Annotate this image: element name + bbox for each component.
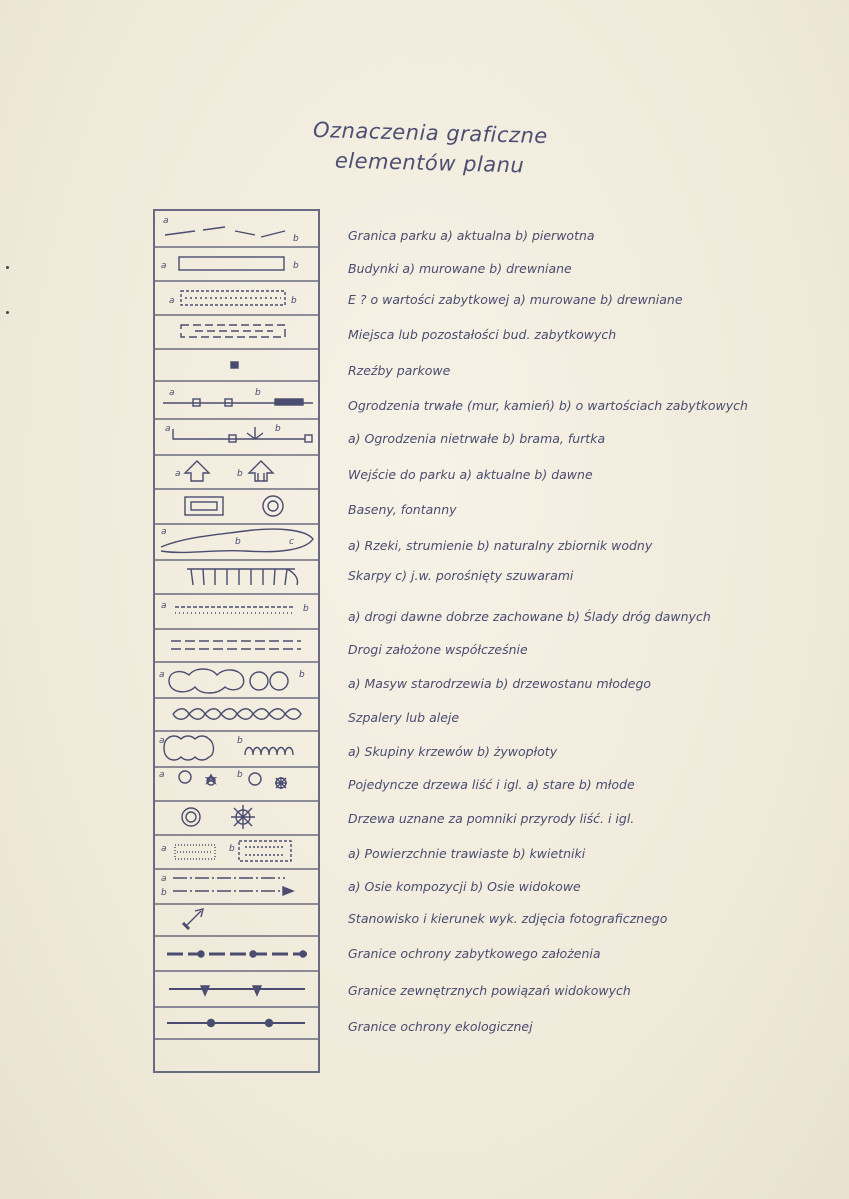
legend-label-granica-parku: Granica parku a) aktualna b) pierwotna [348, 228, 595, 243]
margin-mark [6, 311, 9, 314]
symbol-rzeki [161, 527, 313, 552]
title-line-1: Oznaczenia graficzne [312, 117, 549, 149]
svg-text:b: b [275, 424, 281, 434]
symbol-budynki-zabytkowe [169, 291, 297, 306]
legend-label-drogi-dawne: a) drogi dawne dobrze zachowane b) Ślady dróg dawnych [348, 609, 711, 624]
symbol-szpalery [173, 709, 301, 720]
legend-label-wejscie: Wejście do parku a) aktualne b) dawne [348, 467, 593, 482]
svg-text:a: a [159, 670, 165, 680]
svg-text:a: a [163, 216, 169, 226]
svg-text:b: b [237, 469, 243, 479]
symbol-budynki [161, 257, 299, 271]
legend-label-miejsca-pozostalosci: Miejsca lub pozostałości bud. zabytkowych [348, 327, 617, 342]
title-line-2: elementów planu [334, 148, 525, 178]
symbol-miejsca [181, 325, 285, 337]
svg-text:a: a [165, 424, 171, 434]
svg-text:b: b [293, 261, 299, 271]
symbol-granice-zewnetrzne [169, 986, 305, 995]
svg-text:b: b [299, 670, 305, 680]
svg-text:c: c [289, 537, 294, 547]
legend-label-granice-zewnetrzne: Granice zewnętrznych powiązań widokowych [348, 983, 631, 998]
legend-label-skupiny: a) Skupiny krzewów b) żywopłoty [348, 744, 558, 759]
svg-text:b: b [229, 844, 235, 854]
svg-text:b: b [161, 888, 167, 898]
symbol-masyw [159, 669, 305, 693]
legend-label-pomniki-przyrody: Drzewa uznane za pomniki przyrody liść. i igl. [348, 811, 635, 826]
symbol-drogi-wspolczesne [171, 641, 301, 649]
legend-label-drzewa-pojedyncze: Pojedyncze drzewa liść i igl. a) stare b) młode [348, 777, 635, 792]
svg-text:a: a [159, 736, 165, 746]
legend-label-powierzchnie: a) Powierzchnie trawiaste b) kwietniki [348, 846, 586, 861]
legend-label-granice-ochrony: Granice ochrony zabytkowego założenia [348, 946, 601, 961]
svg-text:b: b [291, 296, 297, 306]
symbol-stanowisko [183, 909, 203, 929]
svg-text:b: b [235, 537, 241, 547]
svg-text:a: a [161, 527, 167, 537]
margin-mark [6, 266, 9, 269]
legend-label-osie: a) Osie kompozycji b) Osie widokowe [348, 879, 581, 894]
legend-label-rzeki: a) Rzeki, strumienie b) naturalny zbiornik wodny [348, 538, 653, 553]
svg-text:a: a [161, 844, 167, 854]
symbol-ogrodzenia-nietrwale [165, 424, 312, 442]
symbol-baseny [185, 496, 283, 516]
legend-label-ogrodzenia-nietrwale: a) Ogrodzenia nietrwałe b) brama, furtka [348, 431, 606, 446]
svg-text:a: a [161, 874, 167, 884]
svg-text:a: a [161, 261, 167, 271]
symbol-skupiny [159, 736, 293, 760]
symbol-granica-parku [163, 216, 299, 244]
svg-text:b: b [237, 736, 243, 746]
page-title [259, 114, 600, 183]
legend-symbols [155, 211, 318, 1071]
symbol-wejscie [175, 461, 273, 481]
svg-text:b: b [255, 388, 261, 398]
svg-text:b: b [237, 770, 243, 780]
svg-text:a: a [175, 469, 181, 479]
symbol-ogrodzenia-trwale [163, 388, 313, 406]
symbol-drzewa-pojedyncze [159, 770, 287, 789]
svg-text:a: a [161, 601, 167, 611]
symbol-skarpy [187, 569, 298, 585]
symbol-drogi-dawne [161, 601, 309, 614]
svg-text:b: b [303, 604, 309, 614]
legend-label-drogi-wspolczesne: Drogi założone współcześnie [348, 642, 528, 657]
symbol-granice-ekologiczne [167, 1020, 305, 1027]
symbol-osie [161, 874, 293, 898]
symbol-rzezby [231, 362, 238, 368]
legend-label-stanowisko: Stanowisko i kierunek wyk. zdjęcia fotograficznego [348, 911, 668, 926]
legend-label-granice-ekologiczne: Granice ochrony ekologicznej [348, 1019, 533, 1034]
legend-label-budynki-zabytkowe: E ? o wartości zabytkowej a) murowane b) drewniane [348, 292, 683, 307]
legend-label-szpalery: Szpalery lub aleje [348, 710, 460, 725]
svg-text:b: b [293, 234, 299, 244]
legend-label-ogrodzenia-trwale: Ogrodzenia trwałe (mur, kamień) b) o wartościach zabytkowych [348, 398, 748, 413]
legend-label-skarpy: Skarpy c) j.w. porośnięty szuwarami [348, 568, 574, 583]
symbol-pomniki-przyrody [182, 805, 255, 829]
legend-label-baseny: Baseny, fontanny [348, 502, 457, 517]
legend-label-masyw: a) Masyw starodrzewia b) drzewostanu młodego [348, 676, 652, 691]
symbol-granice-ochrony [167, 951, 307, 957]
legend-label-budynki: Budynki a) murowane b) drewniane [348, 261, 572, 276]
svg-text:a: a [159, 770, 165, 780]
svg-text:a: a [169, 388, 175, 398]
svg-text:a: a [169, 296, 175, 306]
legend-label-rzezby: Rzeźby parkowe [348, 363, 451, 378]
symbol-powierzchnie [161, 841, 291, 861]
legend-symbol-column [153, 209, 320, 1073]
